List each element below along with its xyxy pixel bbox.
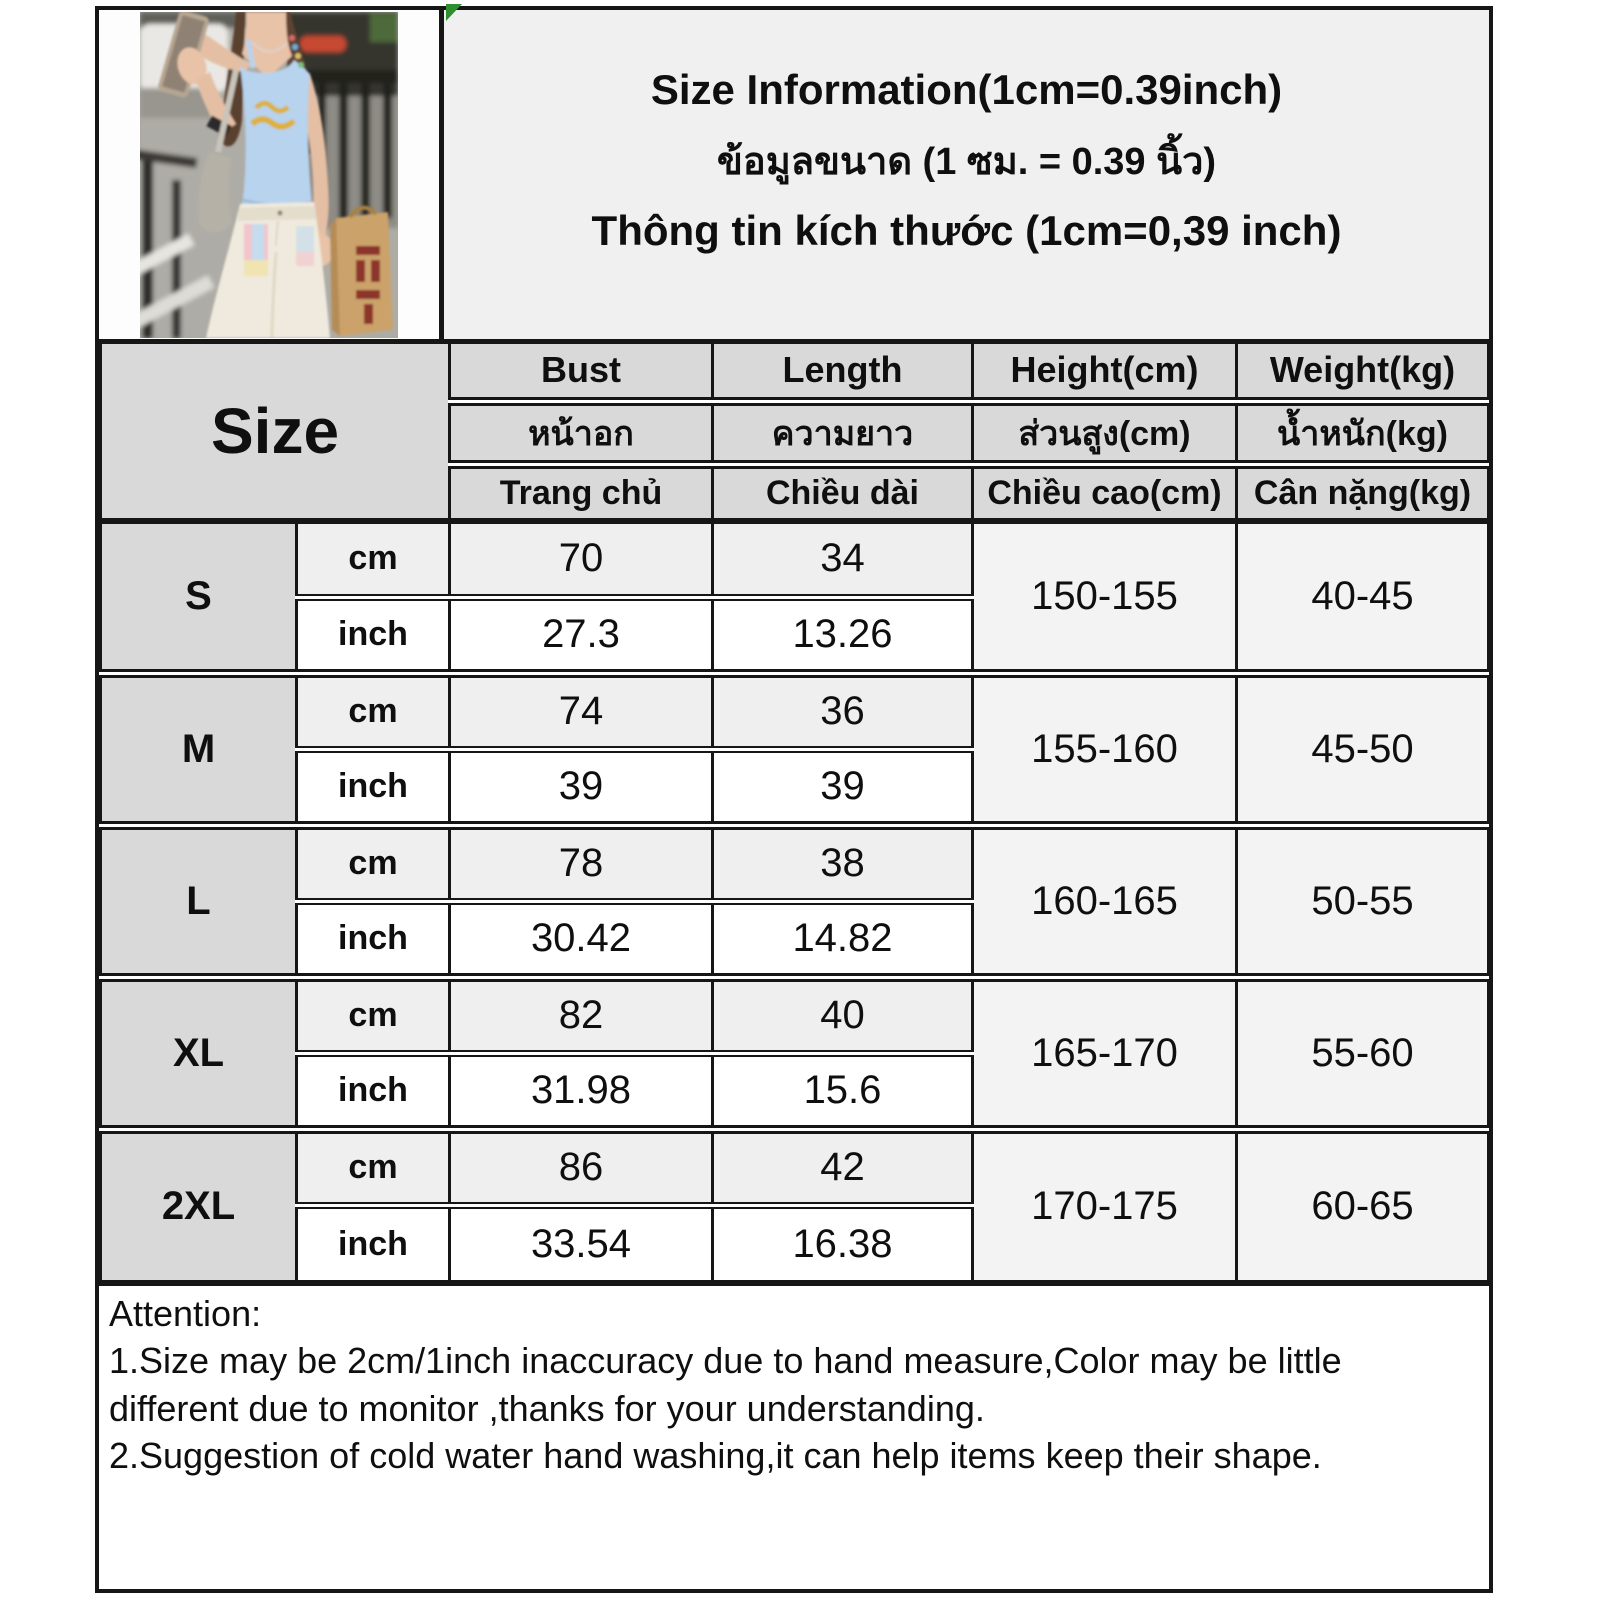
xl-weight: 55-60	[1237, 977, 1489, 1129]
m-length-inch: 39	[713, 749, 973, 825]
l-length-cm: 38	[713, 825, 973, 901]
col-header-height-th: ส่วนสูง(cm)	[973, 401, 1237, 464]
col-header-weight-en: Weight(kg)	[1237, 344, 1489, 401]
xl-length-inch: 15.6	[713, 1053, 973, 1129]
unit-inch: inch	[297, 749, 450, 825]
unit-cm: cm	[297, 521, 450, 597]
unit-cm: cm	[297, 977, 450, 1053]
attention-heading: Attention:	[109, 1292, 262, 1334]
xl-bust-inch: 31.98	[450, 1053, 713, 1129]
m-weight: 45-50	[1237, 673, 1489, 825]
col-header-weight-vi: Cân nặng(kg)	[1237, 464, 1489, 521]
col-header-length-th: ความยาว	[713, 401, 973, 464]
size-cell-xl: XL	[101, 977, 297, 1129]
l-length-inch: 14.82	[713, 901, 973, 977]
title-vietnamese: Thông tin kích thước (1cm=0,39 inch)	[591, 207, 1342, 254]
unit-cm: cm	[297, 825, 450, 901]
size-header-cell: Size	[101, 344, 450, 521]
s-weight: 40-45	[1237, 521, 1489, 673]
row-2xl-cm	[101, 1129, 1489, 1205]
s-bust-cm: 70	[450, 521, 713, 597]
top-band	[99, 10, 1489, 344]
attention-box	[99, 1283, 1489, 1590]
l-bust-cm: 78	[450, 825, 713, 901]
l-weight: 50-55	[1237, 825, 1489, 977]
size-table	[99, 344, 1490, 1283]
unit-inch: inch	[297, 901, 450, 977]
size-cell-s: S	[101, 521, 297, 673]
product-photo	[140, 12, 398, 338]
size-table-header	[101, 344, 1489, 521]
title-thai: ข้อมูลขนาด (1 ซม. = 0.39 นิ้ว)	[716, 141, 1217, 183]
title-block	[444, 10, 1489, 339]
unit-inch: inch	[297, 1205, 450, 1281]
unit-inch: inch	[297, 1053, 450, 1129]
m-height: 155-160	[973, 673, 1237, 825]
size-cell-2xl: 2XL	[101, 1129, 297, 1281]
m-bust-cm: 74	[450, 673, 713, 749]
col-header-height-en: Height(cm)	[973, 344, 1237, 401]
photo-cell	[99, 10, 444, 339]
unit-inch: inch	[297, 597, 450, 673]
xl-length-cm: 40	[713, 977, 973, 1053]
green-flag-icon	[446, 4, 462, 21]
row-l-cm	[101, 825, 1489, 901]
size-chart-sheet	[95, 6, 1493, 1593]
2xl-bust-inch: 33.54	[450, 1205, 713, 1281]
col-header-bust-th: หน้าอก	[450, 401, 713, 464]
s-bust-inch: 27.3	[450, 597, 713, 673]
row-m-cm	[101, 673, 1489, 749]
col-header-weight-th: น้ำหนัก(kg)	[1237, 401, 1489, 464]
l-height: 160-165	[973, 825, 1237, 977]
2xl-length-cm: 42	[713, 1129, 973, 1205]
title-english: Size Information(1cm=0.39inch)	[650, 66, 1283, 113]
attention-note-1: 1.Size may be 2cm/1inch inaccuracy due to hand measure,Color may be little different due to monitor ,thanks for your understanding.	[109, 1340, 1342, 1429]
row-xl-cm	[101, 977, 1489, 1053]
col-header-length-en: Length	[713, 344, 973, 401]
s-height: 150-155	[973, 521, 1237, 673]
size-cell-m: M	[101, 673, 297, 825]
2xl-length-inch: 16.38	[713, 1205, 973, 1281]
l-bust-inch: 30.42	[450, 901, 713, 977]
col-header-bust-vi: Trang chủ	[450, 464, 713, 521]
unit-cm: cm	[297, 1129, 450, 1205]
m-length-cm: 36	[713, 673, 973, 749]
2xl-bust-cm: 86	[450, 1129, 713, 1205]
col-header-height-vi: Chiều cao(cm)	[973, 464, 1237, 521]
2xl-weight: 60-65	[1237, 1129, 1489, 1281]
attention-note-2: 2.Suggestion of cold water hand washing,it can help items keep their shape.	[109, 1435, 1322, 1477]
size-cell-l: L	[101, 825, 297, 977]
product-photo-illustration	[140, 12, 398, 338]
s-length-inch: 13.26	[713, 597, 973, 673]
col-header-length-vi: Chiều dài	[713, 464, 973, 521]
row-s-cm	[101, 521, 1489, 597]
unit-cm: cm	[297, 673, 450, 749]
m-bust-inch: 39	[450, 749, 713, 825]
col-header-bust-en: Bust	[450, 344, 713, 401]
2xl-height: 170-175	[973, 1129, 1237, 1281]
xl-bust-cm: 82	[450, 977, 713, 1053]
xl-height: 165-170	[973, 977, 1237, 1129]
s-length-cm: 34	[713, 521, 973, 597]
